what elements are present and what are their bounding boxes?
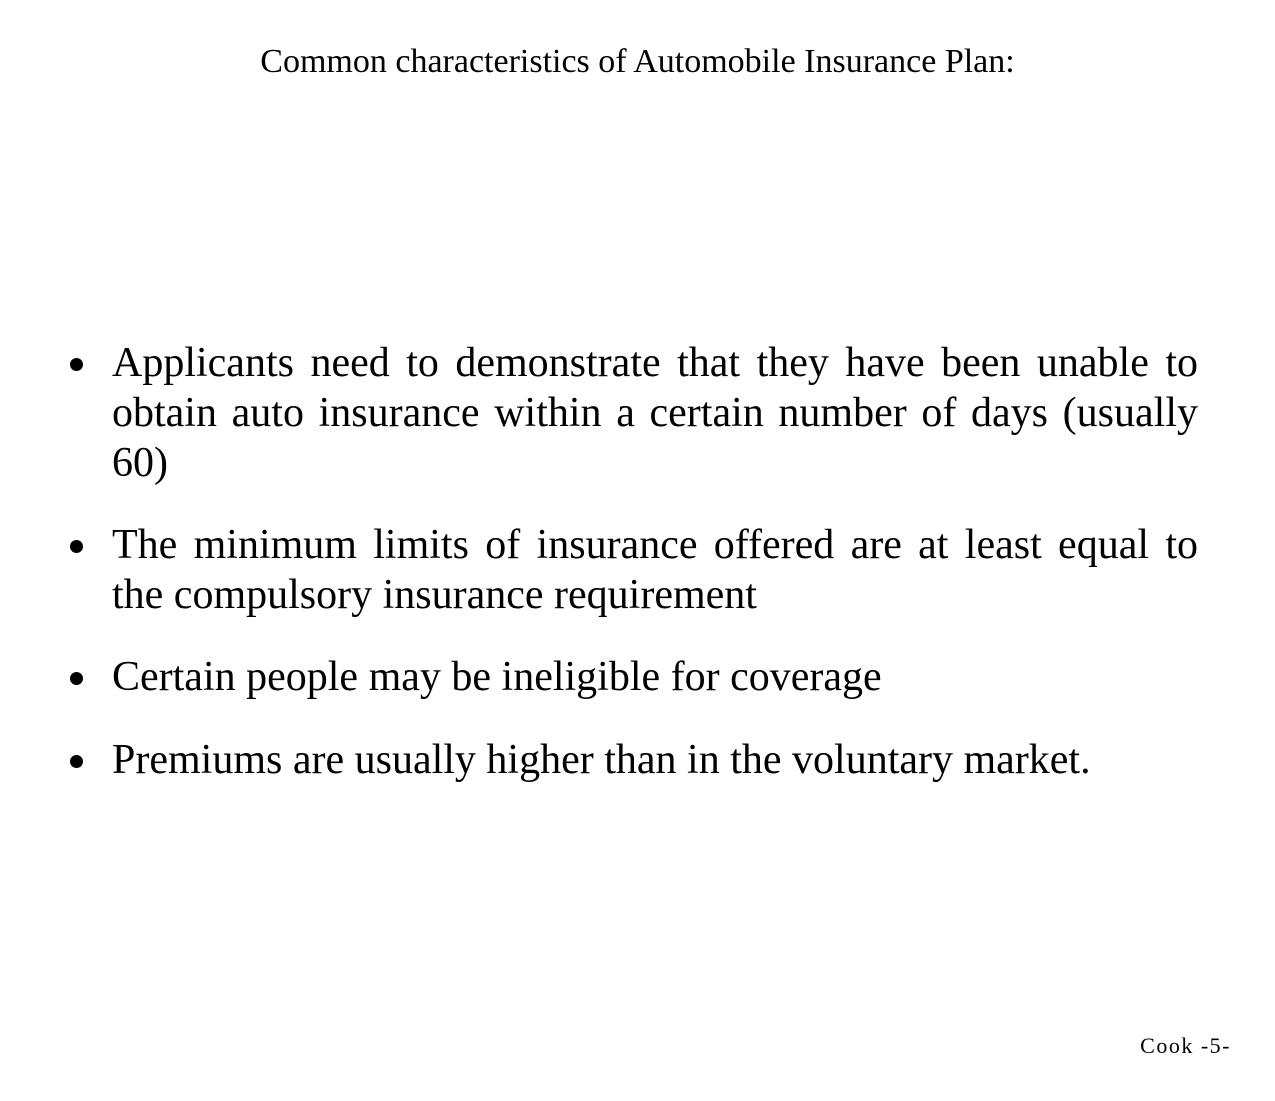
bullet-icon: [70, 672, 83, 685]
list-item: [64, 735, 1198, 785]
bullet-icon: [70, 540, 83, 553]
list-item: [64, 520, 1198, 620]
bullet-text: Certain people may be ineligible for coverage: [112, 654, 882, 700]
list-item: [64, 338, 1198, 488]
list-item: [64, 652, 1198, 702]
bullet-text: Premiums are usually higher than in the voluntary market.: [112, 737, 1091, 783]
slide-title: Common characteristics of Automobile Insurance Plan:: [260, 43, 1015, 80]
bullet-text: Applicants need to demonstrate that they have been unable to obtain auto insurance within a certain number of days (usually 60): [112, 340, 1198, 486]
bullet-icon: [70, 358, 83, 371]
bullet-list: [64, 338, 1198, 817]
bullet-icon: [70, 755, 83, 768]
page-footer: Cook -5-: [1140, 1033, 1231, 1058]
bullet-text: The minimum limits of insurance offered are at least equal to the compulsory insurance requirement: [112, 522, 1198, 618]
